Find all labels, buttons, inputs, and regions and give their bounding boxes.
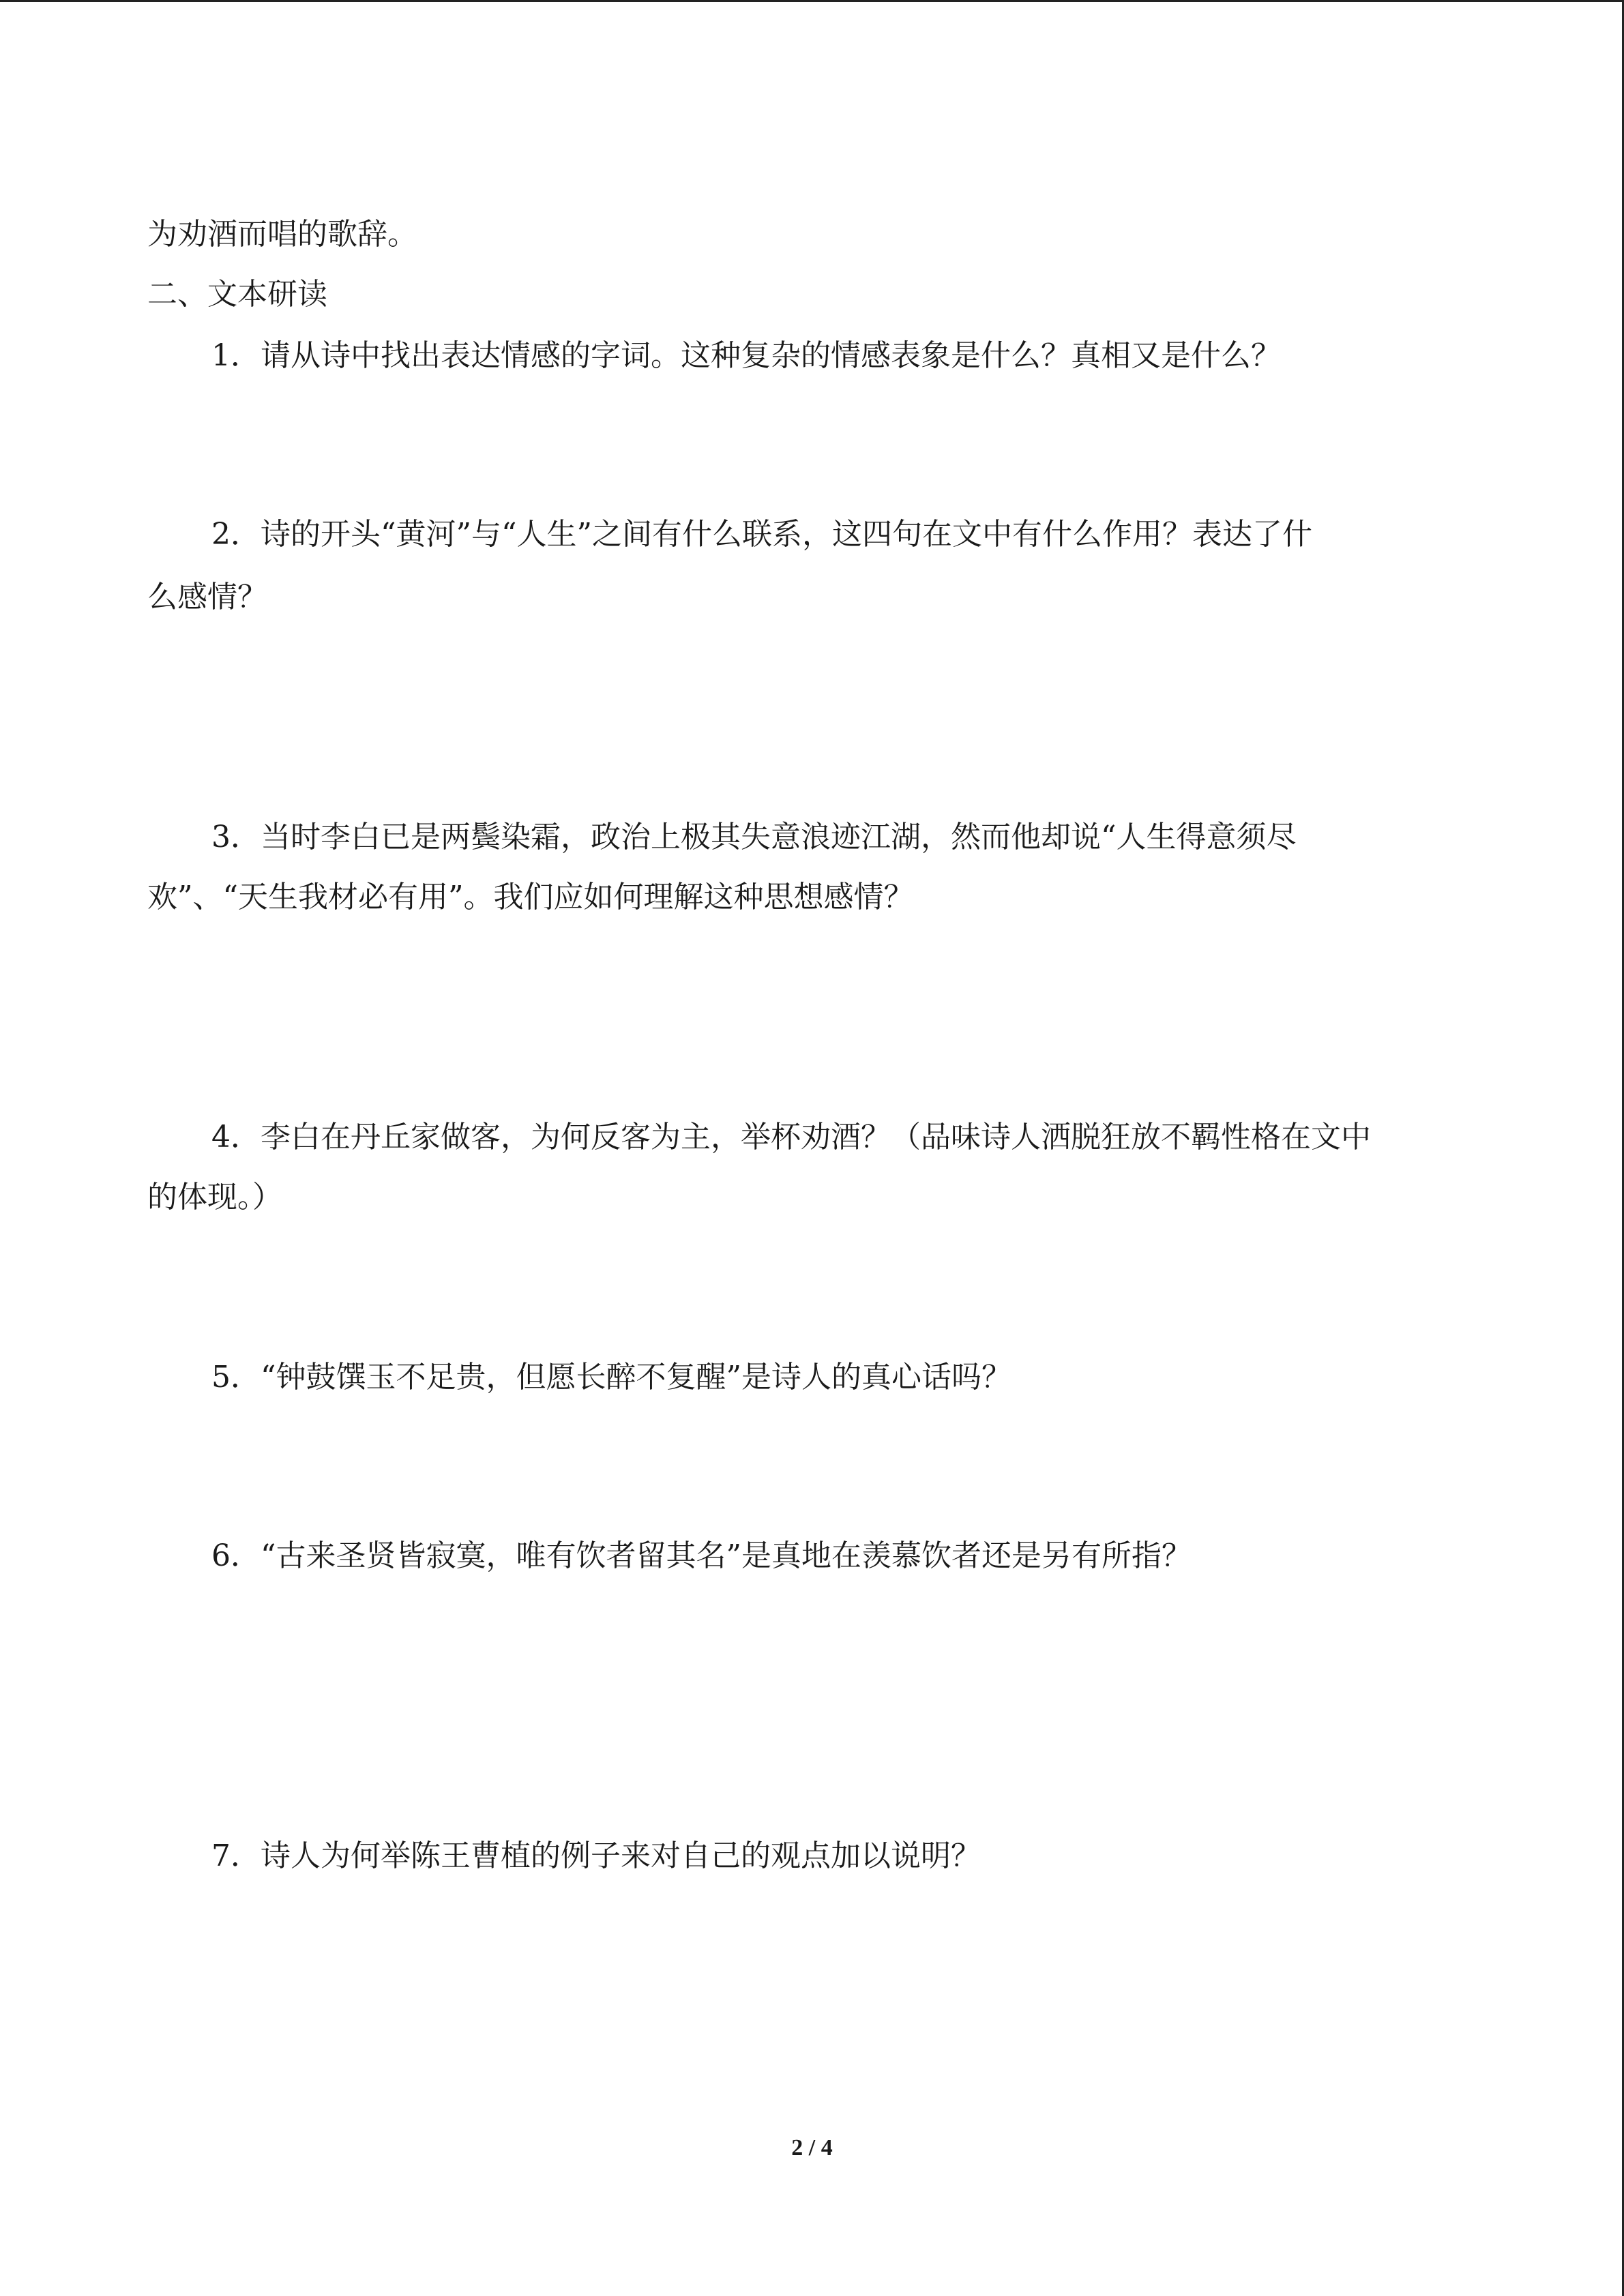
question-line: 6．“古来圣贤皆寂寞，唯有饮者留其名”是真地在羡慕饮者还是另有所指？ <box>211 1538 1192 1573</box>
question-line: 1．请从诗中找出表达情感的字词。这种复杂的情感表象是什么？真相又是什么？ <box>211 338 1281 373</box>
question-line: 3．当时李白已是两鬓染霜，政治上极其失意浪迹江湖，然而他却说“人生得意须尽 <box>211 820 1297 854</box>
page-number: 2 / 4 <box>791 2135 833 2160</box>
continuation-line: 为劝酒而唱的歌辞。 <box>147 217 417 252</box>
question-line: 么感情？ <box>147 580 267 614</box>
question-line: 7．诗人为何举陈王曹植的例子来对自己的观点加以说明？ <box>211 1838 981 1873</box>
question-line: 的体现。） <box>147 1180 282 1214</box>
question-line: 5．“钟鼓馔玉不足贵，但愿长醉不复醒”是诗人的真心话吗？ <box>211 1360 1012 1395</box>
question-line: 欢”、“天生我材必有用”。我们应如何理解这种思想感情？ <box>147 880 914 914</box>
question-line: 2．诗的开头“黄河”与“人生”之间有什么联系，这四句在文中有什么作用？表达了什 <box>211 517 1312 552</box>
question-line: 4．李白在丹丘家做客，为何反客为主，举杯劝酒？（品味诗人洒脱狂放不羁性格在文中 <box>211 1120 1371 1154</box>
section-heading: 二、文本研读 <box>147 277 327 312</box>
